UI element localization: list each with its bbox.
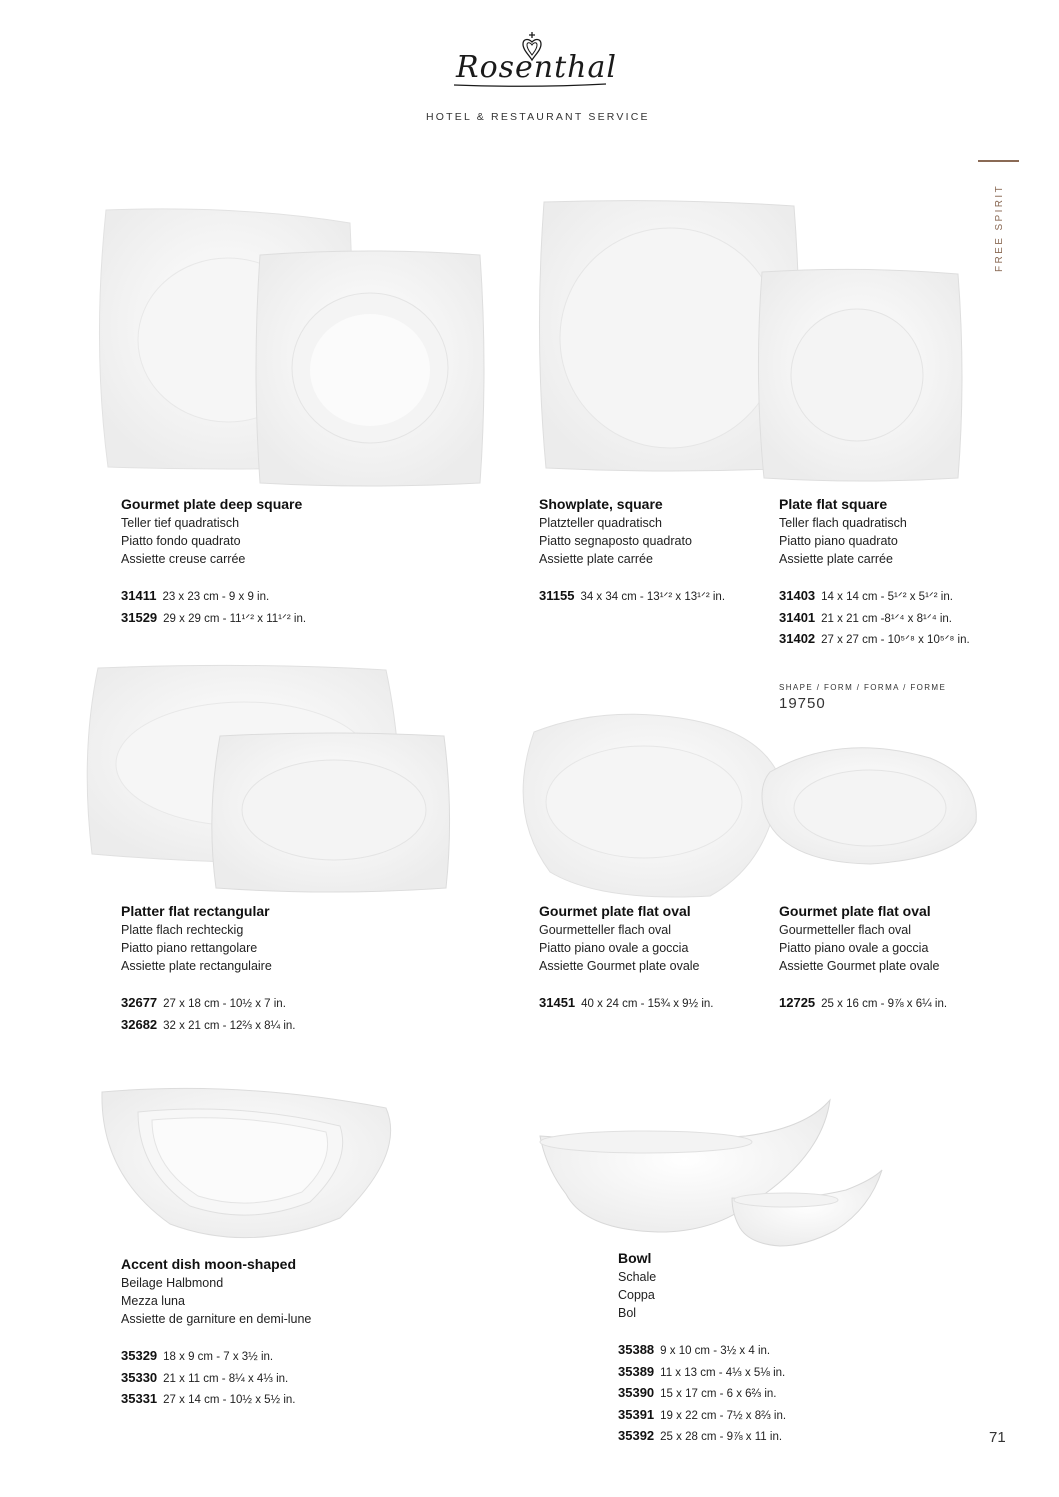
code-row <box>618 1340 786 1362</box>
article-size: 27 x 18 cm - 10½ x 7 in. <box>163 998 286 1010</box>
logo-underline <box>452 82 608 88</box>
article-size: 34 x 34 cm - 13¹ᐟ² x 13¹ᐟ² in. <box>580 591 726 603</box>
section-side-label: FREE SPIRIT <box>994 183 1005 272</box>
code-row <box>121 1015 295 1037</box>
shape-caption: SHAPE / FORM / FORMA / FORME <box>779 683 947 692</box>
shape-number: 19750 <box>779 695 826 712</box>
article-size: 15 x 17 cm - 6 x 6⅔ in. <box>660 1388 777 1400</box>
article-code: 12725 <box>779 995 816 1010</box>
product-bowl <box>618 1250 786 1448</box>
translation-de: Gourmetteller flach oval <box>539 923 672 937</box>
translation-de: Platte flach rechteckig <box>121 923 244 937</box>
translation-it: Coppa <box>618 1288 655 1302</box>
article-size: 14 x 14 cm - 5¹ᐟ² x 5¹ᐟ² in. <box>821 591 953 603</box>
translation-it: Piatto piano quadrato <box>779 534 898 548</box>
translation-fr: Assiette Gourmet plate ovale <box>779 959 940 973</box>
translation-fr: Assiette Gourmet plate ovale <box>539 959 700 973</box>
code-row <box>618 1383 786 1405</box>
product-image-deep-square <box>88 205 490 490</box>
article-code: 35391 <box>618 1406 655 1422</box>
translation-fr: Assiette de garniture en demi-lune <box>121 1312 312 1326</box>
translation-it: Piatto segnaposto quadrato <box>539 534 692 548</box>
code-row <box>121 1389 311 1411</box>
code-row <box>121 608 306 630</box>
code-row <box>121 1368 311 1390</box>
translation-it: Piatto piano ovale a goccia <box>779 941 929 955</box>
code-row <box>121 1346 311 1368</box>
article-code: 31155 <box>539 588 575 603</box>
product-title: Platter flat rectangular <box>121 903 270 919</box>
translation-fr: Assiette plate carrée <box>539 552 653 566</box>
translation-it: Piatto piano ovale a goccia <box>539 941 689 955</box>
code-row <box>618 1362 786 1384</box>
translation-it: Piatto piano rettangolare <box>121 941 258 955</box>
code-row <box>539 586 725 608</box>
article-size: 21 x 21 cm -8¹ᐟ⁴ x 8¹ᐟ⁴ in. <box>821 612 952 625</box>
translation-fr: Assiette creuse carrée <box>121 552 246 566</box>
article-size: 40 x 24 cm - 15¾ x 9½ in. <box>581 998 714 1010</box>
article-size: 29 x 29 cm - 11¹ᐟ² x 11¹ᐟ² in. <box>163 612 307 625</box>
code-row <box>618 1405 786 1427</box>
article-code: 31401 <box>779 609 816 625</box>
product-image-platter-rectangular <box>82 664 456 896</box>
product-accent-moon-dish <box>121 1256 311 1411</box>
code-row <box>779 629 970 651</box>
product-gourmet-deep-square <box>121 496 306 629</box>
article-code: 32677 <box>121 995 158 1010</box>
code-row <box>779 608 970 630</box>
translation-de: Teller flach quadratisch <box>779 516 907 530</box>
article-code: 35390 <box>618 1385 655 1400</box>
code-row <box>779 586 970 608</box>
translation-fr: Assiette plate rectangulaire <box>121 959 272 973</box>
article-size: 18 x 9 cm - 7 x 3½ in. <box>163 1351 274 1363</box>
product-title: Plate flat square <box>779 496 888 512</box>
page-subtitle: HOTEL & RESTAURANT SERVICE <box>426 111 650 123</box>
side-rule <box>978 160 1019 162</box>
translation-de: Gourmetteller flach oval <box>779 923 912 937</box>
code-row <box>618 1426 786 1448</box>
product-image-moon-dish <box>90 1084 402 1244</box>
product-image-showplate-square <box>532 198 972 488</box>
translation-de: Teller tief quadratisch <box>121 516 240 530</box>
page-number: 71 <box>989 1429 1006 1446</box>
article-code: 32682 <box>121 1016 158 1032</box>
translation-de: Platzteller quadratisch <box>539 516 662 530</box>
product-title: Accent dish moon-shaped <box>121 1256 297 1272</box>
product-image-bowl <box>536 1098 886 1250</box>
article-size: 21 x 11 cm - 8¼ x 4⅓ in. <box>163 1372 289 1385</box>
article-code: 31529 <box>121 609 158 625</box>
brand-logo: Rosenthal <box>456 50 617 85</box>
article-size: 25 x 16 cm - 9⅞ x 6¼ in. <box>821 998 948 1010</box>
article-code: 31402 <box>779 631 816 646</box>
translation-fr: Bol <box>618 1306 637 1320</box>
article-size: 27 x 27 cm - 10⁵ᐟ⁸ x 10⁵ᐟ⁸ in. <box>821 634 970 646</box>
code-row <box>539 993 713 1015</box>
article-size: 19 x 22 cm - 7½ x 8⅔ in. <box>660 1409 787 1422</box>
article-code: 31411 <box>121 588 157 603</box>
product-title: Gourmet plate deep square <box>121 496 303 512</box>
product-title: Gourmet plate flat oval <box>539 903 691 919</box>
article-size: 25 x 28 cm - 9⅞ x 11 in. <box>660 1431 783 1443</box>
article-size: 32 x 21 cm - 12⅔ x 8¼ in. <box>163 1019 296 1032</box>
product-platter-rectangular <box>121 903 295 1036</box>
code-row <box>779 993 947 1015</box>
article-code: 31451 <box>539 995 576 1010</box>
translation-fr: Assiette plate carrée <box>779 552 893 566</box>
article-code: 31403 <box>779 588 816 603</box>
product-gourmet-oval-small <box>779 903 947 1015</box>
product-plate-flat-square <box>779 496 970 651</box>
product-title: Gourmet plate flat oval <box>779 903 931 919</box>
translation-de: Beilage Halbmond <box>121 1276 224 1290</box>
product-image-gourmet-oval <box>510 712 982 900</box>
product-gourmet-oval-large <box>539 903 713 1015</box>
product-title: Showplate, square <box>539 496 663 512</box>
code-row <box>121 993 295 1015</box>
article-code: 35388 <box>618 1342 655 1357</box>
code-row <box>121 586 306 608</box>
product-title: Bowl <box>618 1250 652 1266</box>
article-code: 35389 <box>618 1363 655 1379</box>
article-code: 35331 <box>121 1391 158 1406</box>
article-size: 23 x 23 cm - 9 x 9 in. <box>162 591 270 603</box>
article-size: 27 x 14 cm - 10½ x 5½ in. <box>163 1394 296 1406</box>
article-size: 9 x 10 cm - 3½ x 4 in. <box>660 1345 771 1357</box>
translation-it: Piatto fondo quadrato <box>121 534 241 548</box>
article-code: 35329 <box>121 1348 158 1363</box>
translation-de: Schale <box>618 1270 657 1284</box>
article-code: 35330 <box>121 1369 158 1385</box>
article-code: 35392 <box>618 1428 655 1443</box>
product-showplate-square <box>539 496 725 608</box>
article-size: 11 x 13 cm - 4⅓ x 5⅛ in. <box>660 1366 786 1379</box>
translation-it: Mezza luna <box>121 1294 185 1308</box>
